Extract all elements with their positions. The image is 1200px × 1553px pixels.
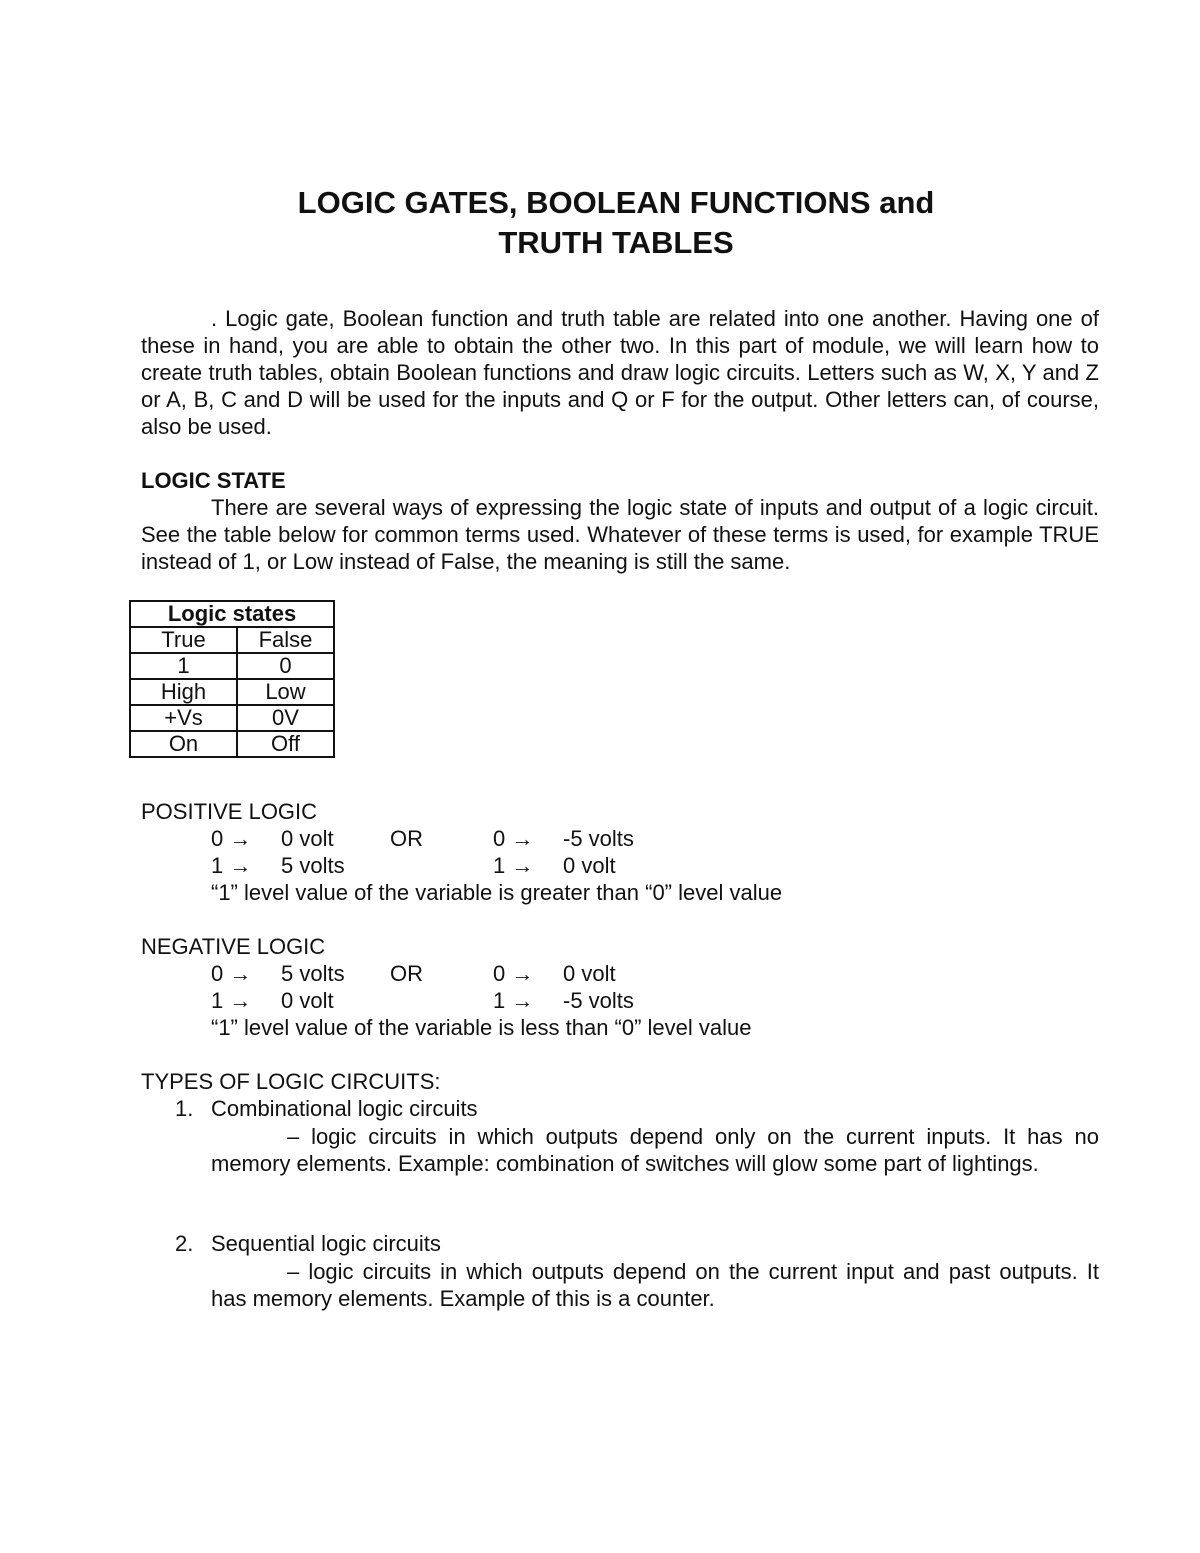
title-line-1: LOGIC GATES, BOOLEAN FUNCTIONS and bbox=[297, 185, 935, 220]
table-cell: 1 bbox=[130, 653, 237, 679]
list-item-number: 2. bbox=[175, 1231, 194, 1256]
table-row bbox=[130, 653, 334, 679]
logic-states-table bbox=[129, 600, 335, 758]
list-item-title: Combinational logic circuits bbox=[211, 1096, 478, 1121]
table-cell: 0V bbox=[237, 705, 334, 731]
negative-logic-note: “1” level value of the variable is less than “0” level value bbox=[211, 1015, 752, 1040]
positive-row-1-value: 0 volt bbox=[281, 826, 334, 851]
page-title bbox=[0, 183, 1200, 263]
negative-row-1-input: 0 → bbox=[211, 961, 252, 986]
title-line-2: TRUTH TABLES bbox=[498, 225, 734, 260]
positive-row-1-input: 0 → bbox=[211, 826, 252, 851]
positive-row-2-value: 5 volts bbox=[281, 853, 345, 878]
table-row bbox=[130, 705, 334, 731]
list-item-description bbox=[211, 1123, 1099, 1177]
negative-row-2-alt-input: 1 → bbox=[493, 988, 534, 1013]
negative-row-1-value: 5 volts bbox=[281, 961, 345, 986]
positive-row-2-alt-value: 0 volt bbox=[563, 853, 616, 878]
table-row bbox=[130, 731, 334, 757]
list-item-description-text: – logic circuits in which outputs depend only on the current inputs. It has no memory elements. Example: combination of switches will glow some part of lightings. bbox=[211, 1124, 1099, 1176]
table-cell: Low bbox=[237, 679, 334, 705]
logic-state-text: There are several ways of expressing the logic state of inputs and output of a logic circuit. See the table below for common terms used. Whatever of these terms is used, for example TRUE instead of 1, or Low instead of False, the meaning is still the same. bbox=[141, 495, 1099, 574]
negative-row-2-input: 1 → bbox=[211, 988, 252, 1013]
table-row bbox=[130, 679, 334, 705]
positive-row-1-alt-input: 0 → bbox=[493, 826, 534, 851]
list-item-description-text: – logic circuits in which outputs depend on the current input and past outputs. It has memory elements. Example of this is a counter. bbox=[211, 1259, 1099, 1311]
negative-row-1-alt-input: 0 → bbox=[493, 961, 534, 986]
negative-row-1-alt-value: 0 volt bbox=[563, 961, 616, 986]
positive-row-1-or: OR bbox=[390, 826, 423, 851]
list-item-title: Sequential logic circuits bbox=[211, 1231, 441, 1256]
negative-logic-heading: NEGATIVE LOGIC bbox=[141, 934, 326, 959]
intro-paragraph bbox=[141, 305, 1099, 440]
list-item-description bbox=[211, 1258, 1099, 1312]
table-caption: Logic states bbox=[130, 601, 334, 627]
negative-row-2-alt-value: -5 volts bbox=[563, 988, 634, 1013]
logic-state-heading: LOGIC STATE bbox=[141, 468, 286, 493]
positive-row-2-input: 1 → bbox=[211, 853, 252, 878]
negative-row-1-or: OR bbox=[390, 961, 423, 986]
positive-row-2-alt-input: 1 → bbox=[493, 853, 534, 878]
negative-row-2-value: 0 volt bbox=[281, 988, 334, 1013]
positive-logic-heading: POSITIVE LOGIC bbox=[141, 799, 318, 824]
table-cell: High bbox=[130, 679, 237, 705]
list-item-number: 1. bbox=[175, 1096, 194, 1121]
table-cell: On bbox=[130, 731, 237, 757]
positive-row-1-alt-value: -5 volts bbox=[563, 826, 634, 851]
table-header-cell: True bbox=[130, 627, 237, 653]
table-header-row bbox=[130, 627, 334, 653]
intro-text: . Logic gate, Boolean function and truth table are related into one another. Having one of these in hand, you are able to obtain the other two. In this part of module, we will learn how to create truth tables, obtain Boolean functions and draw logic circuits. Letters such as W, X, Y and Z or A, B, C and D will be used for the inputs and Q or F for the output. Other letters can, of course, also be used. bbox=[141, 306, 1099, 439]
table-cell: +Vs bbox=[130, 705, 237, 731]
table-cell: Off bbox=[237, 731, 334, 757]
table-cell: 0 bbox=[237, 653, 334, 679]
table-header-cell: False bbox=[237, 627, 334, 653]
logic-state-paragraph bbox=[141, 494, 1099, 575]
positive-logic-note: “1” level value of the variable is greater than “0” level value bbox=[211, 880, 783, 905]
types-heading: TYPES OF LOGIC CIRCUITS: bbox=[141, 1069, 441, 1094]
